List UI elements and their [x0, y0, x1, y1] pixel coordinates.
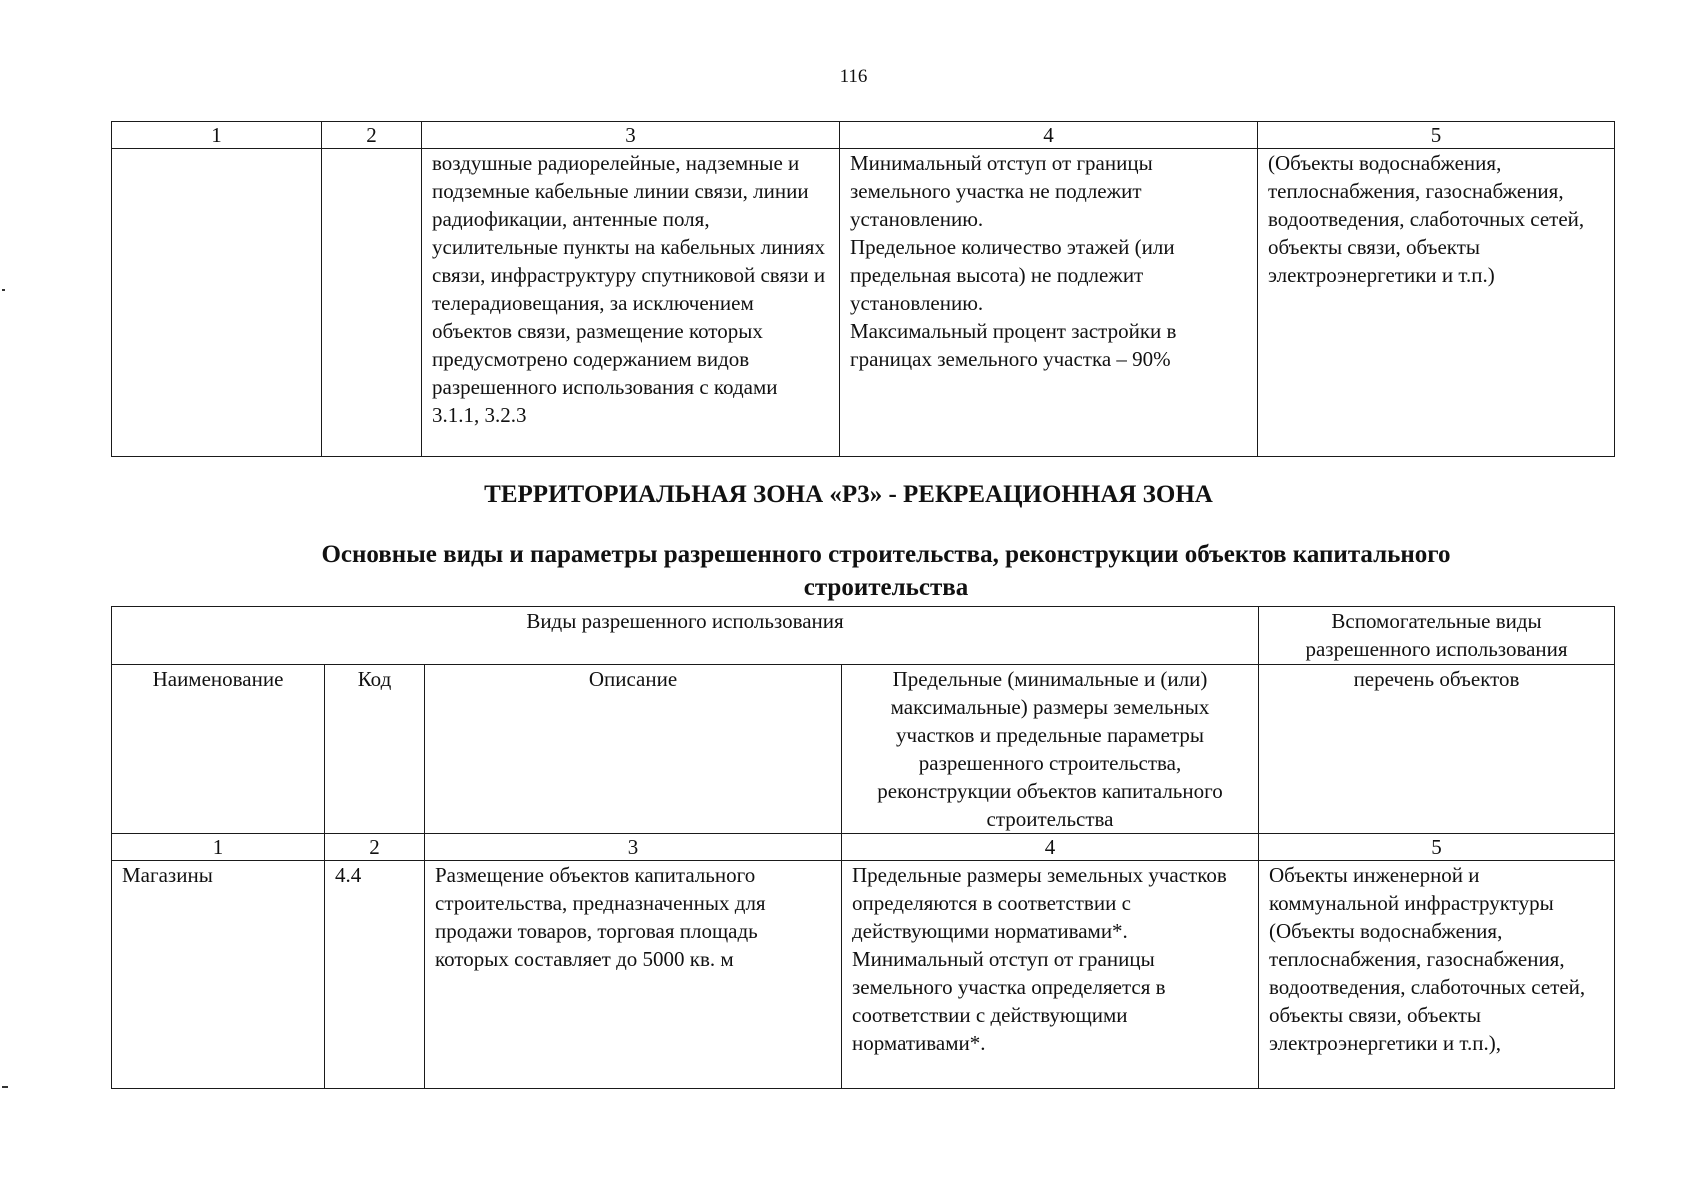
zone-table [111, 606, 1615, 1089]
cell-name: Магазины [112, 861, 325, 1089]
col-number: 5 [1259, 834, 1615, 861]
table-row [112, 149, 1615, 457]
col-number: 5 [1258, 122, 1615, 149]
parameter-line: Минимальный отступ от границы земельного участка не подлежит установлению. [850, 151, 1153, 231]
cell-description: воздушные радиорелейные, надземные и подземные кабельные линии связи, линии радиофикации, антенные поля, усилительные пункты на кабельных линиях связи, инфраструктуру спутниковой связи и телерадиовещания, за исключением объектов связи, размещение которых предусмотрено содержанием видов разрешенного использования с кодами 3.1.1, 3.2.3 [422, 149, 840, 457]
column-header-description: Описание [425, 665, 842, 834]
page-number: 116 [839, 66, 868, 87]
cell-description: Размещение объектов капитального строительства, предназначенных для продажи товаров, торговая площадь которых составляет до 5000 кв. м [425, 861, 842, 1089]
cell-parameters [842, 861, 1259, 1089]
aux-header: Вспомогательные виды разрешенного использования [1259, 607, 1615, 665]
col-number: 2 [322, 122, 422, 149]
parameter-line: Предельные размеры земельных участков определяются в соответствии с действующими нормативами*. [852, 863, 1227, 943]
col-number: 4 [842, 834, 1259, 861]
column-header-name: Наименование [112, 665, 325, 834]
table-number-row [112, 122, 1615, 149]
table-number-row [112, 834, 1615, 861]
section-title [236, 538, 1536, 604]
cell-code: 4.4 [325, 861, 425, 1089]
section-title-line: Основные виды и параметры разрешенного строительства, реконструкции объектов капитального [321, 541, 1451, 568]
group-header: Виды разрешенного использования [112, 607, 1259, 665]
col-number: 3 [422, 122, 840, 149]
table-group-header-row [112, 607, 1615, 665]
cell-auxiliary: (Объекты водоснабжения, теплоснабжения, газоснабжения, водоотведения, слаботочных сетей, объекты связи, объекты электроэнергетики и т.п.) [1258, 149, 1615, 457]
col-number: 3 [425, 834, 842, 861]
col-number: 1 [112, 834, 325, 861]
cell-auxiliary: Объекты инженерной и коммунальной инфраструктуры (Объекты водоснабжения, теплоснабжения, газоснабжения, водоотведения, слаботочных сетей, объекты связи, объекты электроэнергетики и т.п.), [1259, 861, 1615, 1089]
section-title-line: строительства [803, 574, 969, 601]
parameter-line: Предельное количество этажей (или предельная высота) не подлежит установлению. [850, 235, 1175, 315]
parameter-line: Максимальный процент застройки в границах земельного участка – 90% [850, 319, 1177, 371]
col-number: 2 [325, 834, 425, 861]
parameter-line: Минимальный отступ от границы земельного участка определяется в соответствии с действующими нормативами*. [852, 947, 1166, 1055]
continued-table [111, 121, 1615, 457]
table-header-row [112, 665, 1615, 834]
cell-code [322, 149, 422, 457]
table-row [112, 861, 1615, 1089]
column-header-code: Код [325, 665, 425, 834]
cell-parameters [840, 149, 1258, 457]
cell-name [112, 149, 322, 457]
col-number: 1 [112, 122, 322, 149]
column-header-parameters: Предельные (минимальные и (или) максимальные) размеры земельных участков и предельные параметры разрешенного строительства, реконструкции объектов капитального строительства [842, 665, 1259, 834]
scan-margin-mark [2, 1086, 8, 1088]
scan-margin-mark [2, 289, 5, 291]
zone-title: ТЕРРИТОРИАЛЬНАЯ ЗОНА «Р3» - РЕКРЕАЦИОННАЯ ЗОНА [484, 481, 1213, 508]
col-number: 4 [840, 122, 1258, 149]
column-header-auxiliary: перечень объектов [1259, 665, 1615, 834]
